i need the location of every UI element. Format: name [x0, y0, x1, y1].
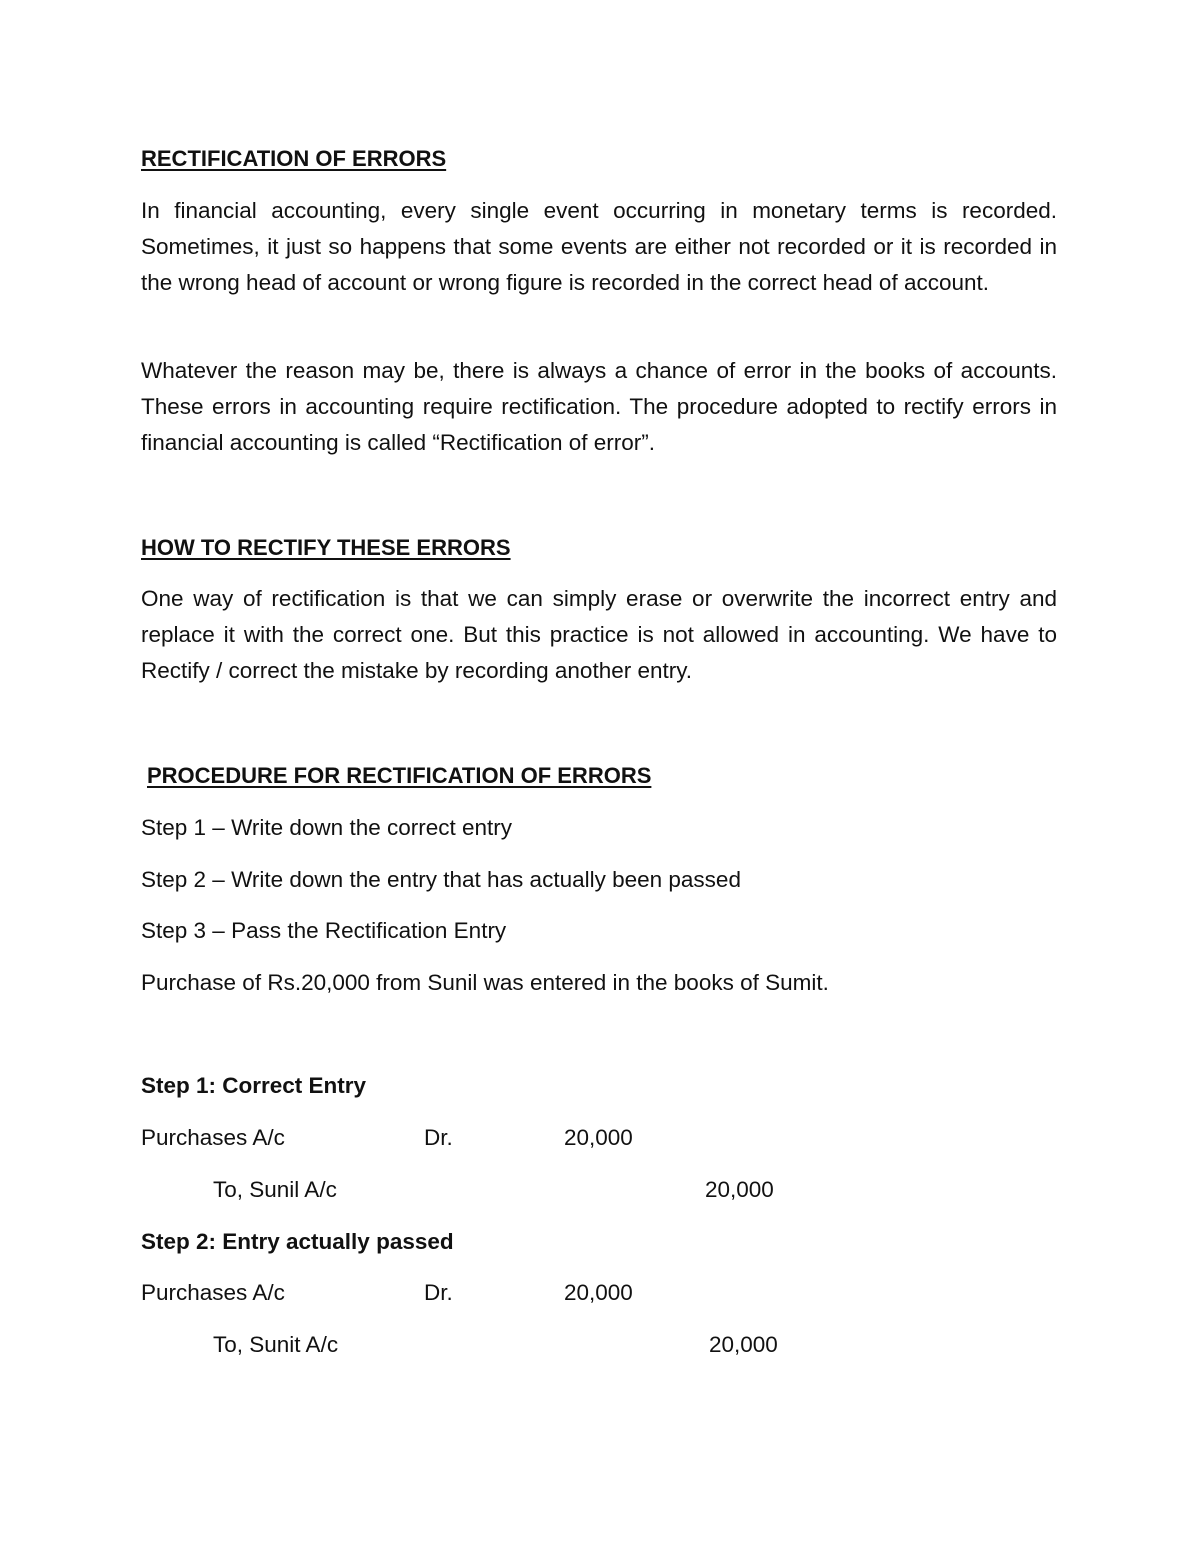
- procedure-step-3: Step 3 – Pass the Rectification Entry: [141, 918, 507, 943]
- entry1-debit-amount: 20,000: [564, 1125, 633, 1150]
- procedure-step-2: Step 2 – Write down the entry that has actually been passed: [141, 867, 741, 892]
- entry1-debit-marker: Dr.: [424, 1125, 453, 1150]
- section-heading-how-to-rectify: HOW TO RECTIFY THESE ERRORS: [141, 535, 511, 560]
- entry1-credit-amount: 20,000: [705, 1177, 774, 1202]
- entry1-credit-account: To, Sunil A/c: [213, 1177, 337, 1202]
- entry2-credit-account: To, Sunit A/c: [213, 1332, 339, 1357]
- entry2-debit-amount: 20,000: [564, 1280, 633, 1305]
- entry2-debit-account: Purchases A/c: [141, 1280, 285, 1305]
- example-statement: Purchase of Rs.20,000 from Sunil was entered in the books of Sumit.: [141, 970, 829, 995]
- paragraph-how-to-rectify: One way of rectification is that we can simply erase or overwrite the incorrect entry and replace it with the correct one. But this practice is not allowed in accounting. We have to Rectify / correct the mistake by recording another entry.: [141, 586, 1057, 683]
- entry2-debit-marker: Dr.: [424, 1280, 453, 1305]
- paragraph-reason: Whatever the reason may be, there is always a chance of error in the books of accounts. These errors in accounting require rectification. The procedure adopted to rectify errors in financial accounting is called “Rectification of error”.: [141, 358, 1057, 455]
- section-heading-procedure: PROCEDURE FOR RECTIFICATION OF ERRORS: [147, 763, 652, 788]
- procedure-step-1: Step 1 – Write down the correct entry: [141, 815, 513, 840]
- entry2-credit-amount: 20,000: [709, 1332, 778, 1357]
- paragraph-intro: In financial accounting, every single event occurring in monetary terms is recorded. Sometimes, it just so happens that some events are either not recorded or it is recorded in the wrong head of account or wrong figure is recorded in the correct head of account.: [141, 198, 1057, 295]
- section-heading-rectification-of-errors: RECTIFICATION OF ERRORS: [141, 146, 447, 171]
- entry-title-correct: Step 1: Correct Entry: [141, 1073, 367, 1098]
- entry1-debit-account: Purchases A/c: [141, 1125, 285, 1150]
- entry-title-actually-passed: Step 2: Entry actually passed: [141, 1229, 454, 1254]
